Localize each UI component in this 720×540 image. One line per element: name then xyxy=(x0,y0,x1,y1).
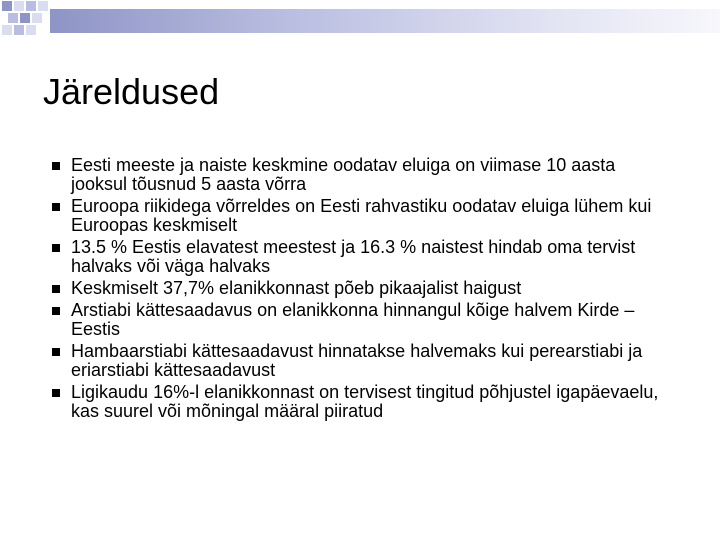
bullet-item xyxy=(50,383,670,421)
header-gradient-bar xyxy=(50,9,720,33)
bullet-text: Hambaarstiabi kättesaadavust hinnatakse halvemaks kui perearstiabi ja eriarstiabi kättesaadavust xyxy=(71,341,643,380)
decor-square xyxy=(8,13,18,23)
square-bullet-icon xyxy=(52,162,60,170)
decor-square xyxy=(2,1,12,11)
bullet-list xyxy=(50,156,670,424)
decor-square xyxy=(14,1,24,11)
bullet-text: 13.5 % Eestis elavatest meestest ja 16.3 % naistest hindab oma tervist halvaks või väga halvaks xyxy=(71,237,636,276)
bullet-item xyxy=(50,279,670,298)
bullet-text: Keskmiselt 37,7% elanikkonnast põeb pikaajalist haigust xyxy=(71,278,522,298)
square-bullet-icon xyxy=(52,389,60,397)
bullet-text: Arstiabi kättesaadavus on elanikkonna hinnangul kõige halvem Kirde – Eestis xyxy=(71,300,635,339)
bullet-text: Euroopa riikidega võrreldes on Eesti rahvastiku oodatav eluiga lühem kui Euroopas keskmiselt xyxy=(71,196,652,235)
decor-square xyxy=(26,1,36,11)
bullet-item xyxy=(50,197,670,235)
slide-title: Järeldused xyxy=(43,71,220,112)
bullet-item xyxy=(50,238,670,276)
square-bullet-icon xyxy=(52,203,60,211)
decor-square xyxy=(20,13,30,23)
decor-square xyxy=(38,1,48,11)
bullet-text: Eesti meeste ja naiste keskmine oodatav eluiga on viimase 10 aasta jooksul tõusnud 5 aasta võrra xyxy=(71,155,616,194)
bullet-item xyxy=(50,301,670,339)
bullet-text: Ligikaudu 16%-l elanikkonnast on tervisest tingitud põhjustel igapäevaelu, kas suurel või mõningal määral piiratud xyxy=(71,382,659,421)
square-bullet-icon xyxy=(52,307,60,315)
square-bullet-icon xyxy=(52,285,60,293)
decor-square xyxy=(2,25,12,35)
decorative-header-band xyxy=(0,0,720,40)
decor-square xyxy=(26,25,36,35)
square-bullet-icon xyxy=(52,348,60,356)
bullet-item xyxy=(50,342,670,380)
bullet-item xyxy=(50,156,670,194)
square-bullet-icon xyxy=(52,244,60,252)
decor-square xyxy=(32,13,42,23)
decor-square xyxy=(14,25,24,35)
